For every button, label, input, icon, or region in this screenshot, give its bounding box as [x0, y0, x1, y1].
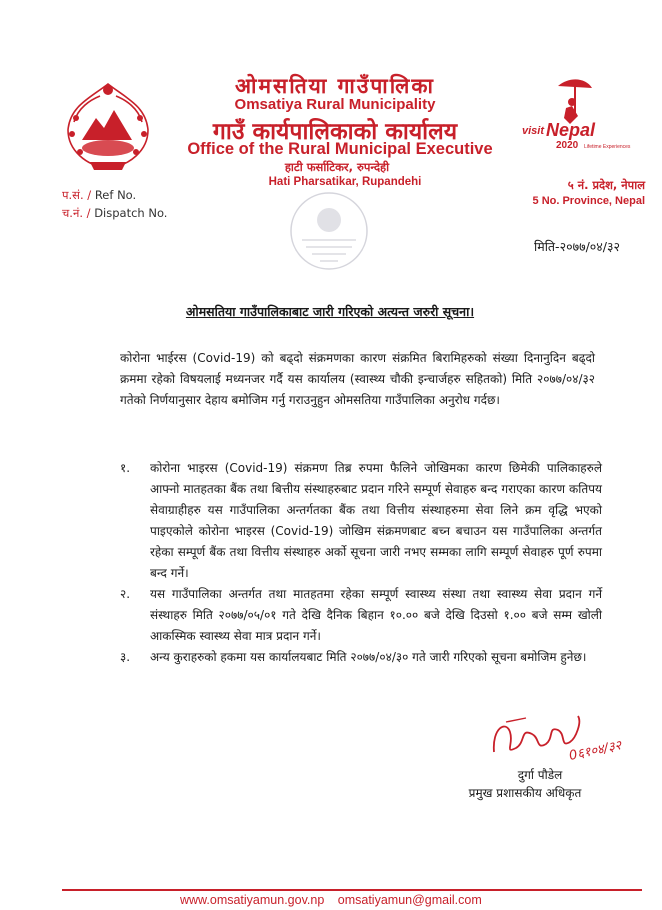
item-number: ३. — [120, 650, 131, 664]
ref-label: प.सं. / — [62, 188, 95, 202]
ref-no — [62, 188, 136, 203]
notice-subject: ओमसतिया गाउँपालिकाबाट जारी गरिएको अत्यन्त जरुरी सूचना। — [185, 304, 475, 319]
office-name-en: Office of the Rural Municipal Executive — [187, 140, 493, 158]
footer-contacts — [180, 893, 492, 907]
dispatch-label: च.नं. / — [62, 206, 95, 220]
province-en: 5 No. Province, Nepal — [532, 195, 645, 207]
svg-text:visit: visit — [522, 125, 545, 137]
municipality-name-en: Omsatiya Rural Municipality — [234, 96, 436, 113]
handwritten-signature — [486, 708, 646, 768]
website-link[interactable]: www.omsatiyamun.gov.np — [180, 893, 325, 907]
visit-nepal-logo — [520, 72, 631, 154]
province-np: ५ नं. प्रदेश, नेपाल — [567, 178, 645, 192]
signatory-title: प्रमुख प्रशासकीय अधिकृत — [468, 786, 582, 800]
svg-text:Lifetime Experiences: Lifetime Experiences — [584, 144, 631, 150]
item-text: अन्य कुराहरुको हकमा यस कार्यालयबाट मिति २०७७/०४/३० गते जारी गरिएको सूचना बमोजिम हुनेछ। — [150, 650, 587, 664]
list-item — [120, 584, 602, 647]
dispatch-text: Dispatch No. — [94, 206, 168, 220]
address-en: Hati Pharsatikar, Rupandehi — [268, 176, 422, 188]
municipality-name-np: ओमसतिया गाउँपालिका — [235, 74, 435, 98]
item-text: कोरोना भाइरस (Covid-19) संक्रमण तिब्र रुपमा फैलिने जोखिमका कारण छिमेकी पालिकाहरुले आफ्नो मातहतका बैंक तथा बित्तीय संस्थाहरुबाट प्रदान गरिने सम्पूर्ण सेवाहरु बन्द गराएका कारण कतिपय सेवाग्राहीहरु यस गाउँपालिका अन्तर्गतका बैंक तथा वित्तीय संस्थाहरुमा सेवा लिने क्रम वृद्धि भएको पाइएकोले कोरोना भाइरस (Covid-19) जोखिम संक्रमणबाट बच्न बचाउन यस गाउँपालिका अन्तर्गत रहेका सम्पूर्ण बैंक तथा वित्तीय संस्थाहरु अर्को सूचना जारी नभए सम्मका लागि सम्पूर्ण सेवाहरु पूर्ण रुपमा बन्द गर्ने। — [150, 461, 602, 580]
footer-divider — [62, 889, 642, 891]
svg-text:Nepal: Nepal — [546, 120, 596, 140]
office-name-np: गाउँ कार्यपालिकाको कार्यालय — [212, 119, 458, 145]
list-item — [120, 458, 602, 584]
municipality-emblem — [60, 78, 156, 174]
ref-text: Ref No. — [94, 188, 137, 202]
office-stamp — [288, 190, 370, 272]
dispatch-no — [62, 206, 167, 221]
item-number: २. — [120, 587, 131, 601]
intro-paragraph: कोरोना भाईरस (Covid-19) को बढ्दो संक्रमणका कारण संक्रमित बिरामिहरुको संख्या दिनानुदिन बढ्दो क्रममा रहेको विषयलाई मध्यनजर गर्दै यस कार्यालय (स्वास्थ्य चौकी इन्चार्जहरु सहितको) मिति २०७७/०४/३२ गतेको निर्णयानुसार देहाय बमोजिम गर्नु गराउनुहुन ओमसतिया गाउँपालिका अनुरोध गर्दछ। — [120, 351, 595, 407]
notice-items — [120, 458, 602, 668]
svg-text:2020: 2020 — [556, 140, 579, 151]
document-date: मिति-२०७७/०४/३२ — [533, 239, 620, 254]
svg-text:0६१०४/३२: 0६१०४/३२ — [567, 738, 623, 764]
address-np: हाटी फर्साटिकर, रुपन्देही — [284, 160, 390, 174]
email-link[interactable]: omsatiyamun@gmail.com — [337, 893, 482, 907]
signatory-name: दुर्गा पौडेल — [517, 768, 563, 782]
item-text: यस गाउँपालिका अन्तर्गत तथा मातहतमा रहेका सम्पूर्ण स्वास्थ्य संस्था तथा स्वास्थ्य सेवा प्रदान गर्ने संस्थाहरु मिति २०७७/०५/०१ गते देखि दैनिक बिहान १०.०० बजे देखि दिउसो १.०० बजे सम्म खोली आकस्मिक स्वास्थ्य सेवा मात्र प्रदान गर्ने। — [150, 587, 602, 643]
list-item — [120, 647, 602, 668]
item-number: १. — [120, 461, 131, 475]
